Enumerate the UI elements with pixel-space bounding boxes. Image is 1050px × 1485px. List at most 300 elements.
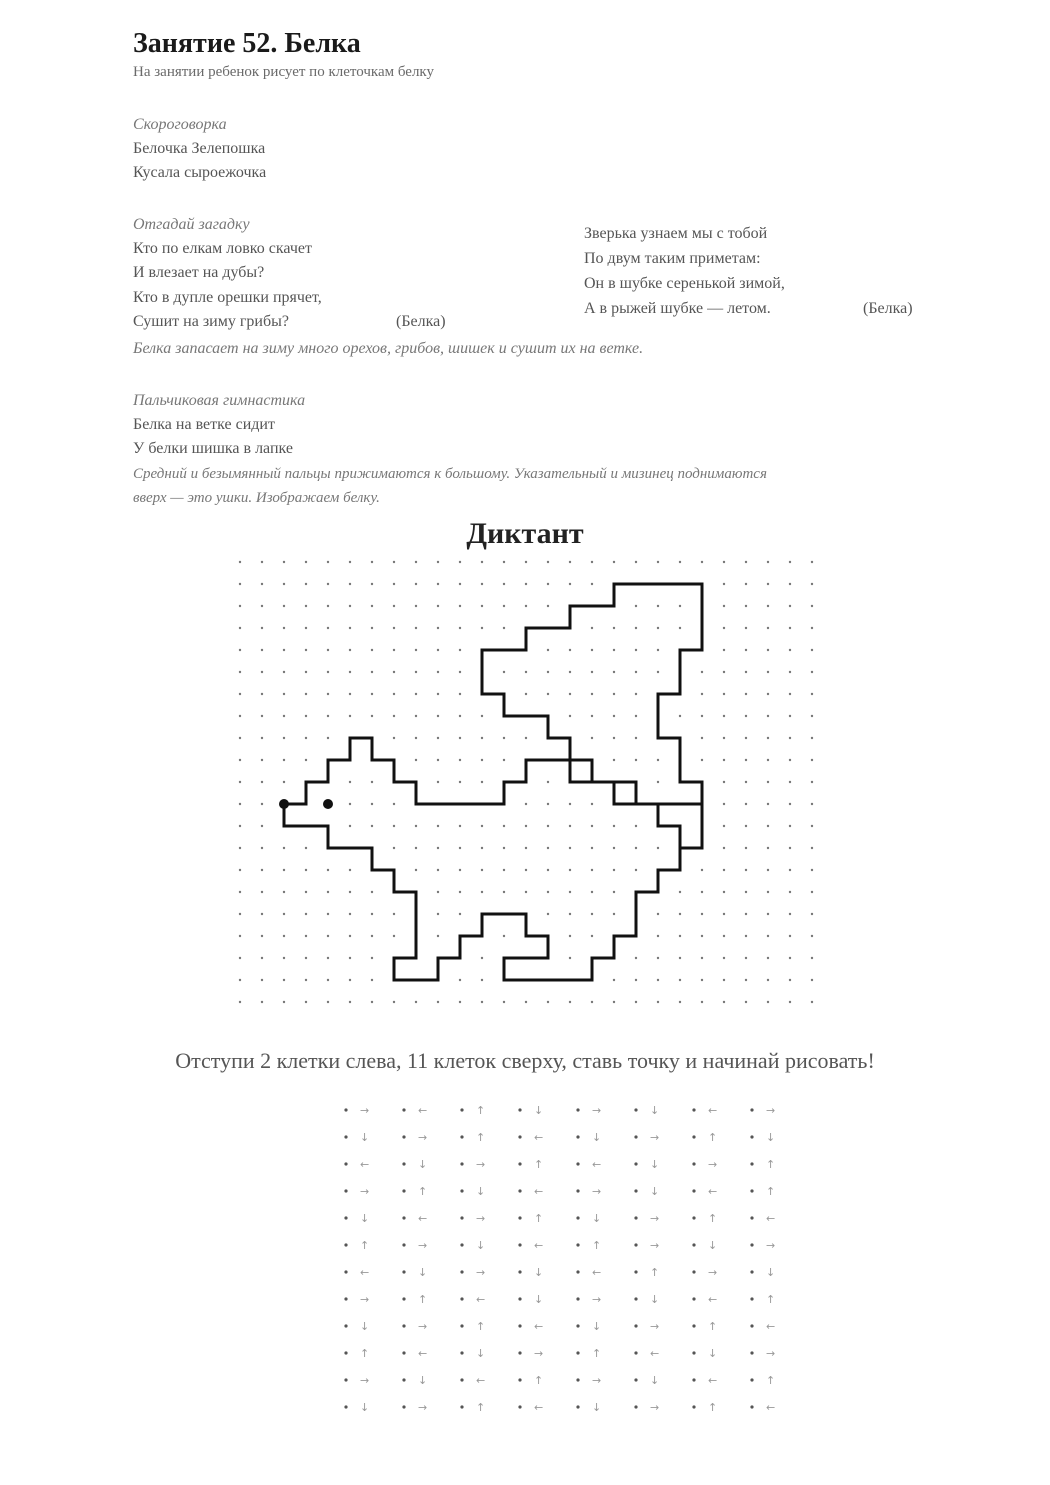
grid-dot [767, 583, 769, 585]
key-arrow: ← [534, 1401, 544, 1414]
key-arrow: ↓ [534, 1266, 544, 1279]
grid-dot [789, 583, 791, 585]
key-arrow: → [360, 1293, 370, 1306]
key-dot [518, 1108, 521, 1111]
grid-dot [327, 935, 329, 937]
grid-dot [481, 869, 483, 871]
grid-dot [239, 737, 241, 739]
grid-dot [767, 627, 769, 629]
grid-dot [613, 759, 615, 761]
grid-dot [327, 649, 329, 651]
key-arrow: ← [360, 1158, 370, 1171]
grid-dot [789, 693, 791, 695]
grid-dot [305, 957, 307, 959]
grid-dot [393, 649, 395, 651]
key-dot [402, 1270, 405, 1273]
grid-dot [393, 1001, 395, 1003]
exercise-line: Белка на ветке сидит [133, 416, 275, 433]
grid-dot [789, 935, 791, 937]
key-dot [402, 1243, 405, 1246]
key-dot [576, 1135, 579, 1138]
grid-dot [767, 825, 769, 827]
grid-dot [635, 605, 637, 607]
grid-dot [261, 847, 263, 849]
grid-dot [415, 671, 417, 673]
grid-dot [349, 781, 351, 783]
key-dot [576, 1351, 579, 1354]
grid-dot [393, 825, 395, 827]
grid-dot [459, 1001, 461, 1003]
grid-dot [723, 825, 725, 827]
key-arrow: → [476, 1266, 486, 1279]
grid-dot [679, 913, 681, 915]
grid-dot [415, 847, 417, 849]
key-arrow: ← [708, 1374, 718, 1387]
grid-dot [591, 627, 593, 629]
grid-dot [415, 561, 417, 563]
grid-dot [349, 1001, 351, 1003]
grid-dot [327, 979, 329, 981]
grid-dot [415, 869, 417, 871]
grid-dot [591, 693, 593, 695]
key-dot [344, 1270, 347, 1273]
grid-dot [371, 913, 373, 915]
grid-dot [745, 825, 747, 827]
grid-dot [701, 737, 703, 739]
key-dot [460, 1162, 463, 1165]
grid-dot [349, 671, 351, 673]
key-arrow: ↓ [592, 1131, 602, 1144]
lesson-subtitle: На занятии ребенок рисует по клеточкам белку [133, 64, 435, 80]
grid-dot [481, 847, 483, 849]
grid-dot [503, 935, 505, 937]
grid-dot [635, 759, 637, 761]
grid-dot [723, 693, 725, 695]
key-dot [460, 1324, 463, 1327]
key-dot [402, 1351, 405, 1354]
grid-dot [327, 561, 329, 563]
grid-dot [547, 649, 549, 651]
grid-dot [613, 847, 615, 849]
grid-dot [261, 891, 263, 893]
grid-dot [657, 649, 659, 651]
key-dot [576, 1324, 579, 1327]
grid-dot [459, 847, 461, 849]
key-dot [402, 1108, 405, 1111]
grid-dot [437, 869, 439, 871]
grid-dot [811, 561, 813, 563]
grid-dot [613, 561, 615, 563]
key-arrow: → [360, 1185, 370, 1198]
grid-dot [305, 759, 307, 761]
key-arrow: ↓ [766, 1266, 776, 1279]
grid-dot [239, 583, 241, 585]
grid-dot [547, 583, 549, 585]
key-arrow: ↓ [476, 1347, 486, 1360]
grid-dot [239, 803, 241, 805]
grid-dot [569, 913, 571, 915]
key-dot [460, 1108, 463, 1111]
key-arrow: ← [592, 1266, 602, 1279]
grid-dot [305, 671, 307, 673]
key-dot [402, 1324, 405, 1327]
grid-dot [305, 869, 307, 871]
grid-dot [349, 715, 351, 717]
key-dot [750, 1135, 753, 1138]
exercise-note: Средний и безымянный пальцы прижимаются к большому. Указательный и мизинец поднимаются [133, 466, 767, 482]
key-arrow: ↓ [592, 1212, 602, 1225]
key-dot [634, 1405, 637, 1408]
grid-dot [437, 649, 439, 651]
key-dot [634, 1297, 637, 1300]
grid-dot [327, 891, 329, 893]
grid-dot [745, 715, 747, 717]
key-dot [750, 1324, 753, 1327]
grid-dot [613, 649, 615, 651]
key-arrow: ← [708, 1293, 718, 1306]
grid-dot [657, 1001, 659, 1003]
key-arrow: → [766, 1104, 776, 1117]
grid-dot [811, 891, 813, 893]
grid-dot [767, 605, 769, 607]
grid-dot [745, 979, 747, 981]
key-arrow: → [360, 1374, 370, 1387]
grid-dot [349, 913, 351, 915]
key-arrow: → [592, 1293, 602, 1306]
key-dot [518, 1189, 521, 1192]
grid-dot [701, 935, 703, 937]
exercise-note: вверх — это ушки. Изображаем белку. [133, 490, 380, 506]
grid-dot [393, 935, 395, 937]
grid-dot [349, 957, 351, 959]
grid-dot [789, 627, 791, 629]
grid-dot [745, 737, 747, 739]
grid-dot [239, 1001, 241, 1003]
grid-dot [437, 715, 439, 717]
grid-dot [767, 957, 769, 959]
key-dot [576, 1297, 579, 1300]
riddle-line: И влезает на дубы? [133, 264, 265, 281]
key-dot [460, 1297, 463, 1300]
grid-dot [415, 1001, 417, 1003]
grid-dot [789, 649, 791, 651]
grid-dot [261, 671, 263, 673]
grid-dot [745, 693, 747, 695]
grid-dot [305, 891, 307, 893]
grid-dot [811, 913, 813, 915]
grid-dot [503, 825, 505, 827]
grid-dot [437, 561, 439, 563]
grid-dot [261, 605, 263, 607]
grid-dot [657, 781, 659, 783]
grid-dot [767, 847, 769, 849]
grid-dot [569, 561, 571, 563]
grid-dot [745, 913, 747, 915]
key-arrow: ← [534, 1131, 544, 1144]
grid-dot [437, 891, 439, 893]
grid-dot [371, 935, 373, 937]
key-arrow: ← [360, 1266, 370, 1279]
grid-dot [767, 561, 769, 563]
grid-dot [525, 671, 527, 673]
grid-dot [437, 671, 439, 673]
grid-dot [327, 715, 329, 717]
grid-dot [745, 583, 747, 585]
grid-dot [305, 1001, 307, 1003]
grid-dot [481, 715, 483, 717]
grid-dot [261, 627, 263, 629]
grid-dot [701, 715, 703, 717]
grid-dot [635, 693, 637, 695]
key-arrow: ↑ [534, 1158, 544, 1171]
key-arrow: ↑ [766, 1185, 776, 1198]
key-dot [402, 1162, 405, 1165]
key-arrow: ↓ [592, 1401, 602, 1414]
key-dot [750, 1162, 753, 1165]
grid-dot [613, 979, 615, 981]
grid-dot [591, 649, 593, 651]
grid-dot [239, 825, 241, 827]
key-arrow: ↓ [418, 1374, 428, 1387]
grid-dot [437, 583, 439, 585]
grid-dot [789, 803, 791, 805]
grid-dot [283, 693, 285, 695]
key-arrow: ↓ [708, 1347, 718, 1360]
grid-dot [261, 825, 263, 827]
key-arrow: → [650, 1212, 660, 1225]
key-dot [750, 1297, 753, 1300]
key-arrow: → [418, 1401, 428, 1414]
key-dot [460, 1216, 463, 1219]
grid-dot [635, 627, 637, 629]
grid-dot [415, 737, 417, 739]
grid-dot [723, 715, 725, 717]
grid-dot [393, 913, 395, 915]
grid-dot [657, 605, 659, 607]
key-dot [344, 1135, 347, 1138]
grid-dot [811, 583, 813, 585]
grid-dot [239, 693, 241, 695]
grid-dot [701, 891, 703, 893]
grid-dot [811, 869, 813, 871]
grid-dot [481, 891, 483, 893]
key-dot [518, 1135, 521, 1138]
grid-dot [635, 715, 637, 717]
key-dot [402, 1405, 405, 1408]
key-arrow: ↓ [418, 1266, 428, 1279]
key-arrow: ← [476, 1293, 486, 1306]
grid-dot [525, 583, 527, 585]
grid-dot [767, 979, 769, 981]
key-dot [692, 1405, 695, 1408]
key-arrow: ← [534, 1320, 544, 1333]
key-dot [344, 1378, 347, 1381]
grid-dot [723, 913, 725, 915]
grid-dot [283, 957, 285, 959]
grid-dot [657, 957, 659, 959]
grid-dot [767, 935, 769, 937]
grid-dot [767, 913, 769, 915]
grid-dot [679, 979, 681, 981]
grid-dot [723, 979, 725, 981]
riddle-answer: (Белка) [396, 313, 446, 330]
grid-dot [657, 671, 659, 673]
key-arrow: ↓ [360, 1401, 370, 1414]
grid-dot [481, 759, 483, 761]
grid-dot [371, 649, 373, 651]
grid-dot [283, 935, 285, 937]
grid-dot [393, 693, 395, 695]
grid-dot [327, 913, 329, 915]
tongue-twister-line: Кусала сыроежочка [133, 164, 267, 181]
key-arrow: ↑ [708, 1401, 718, 1414]
grid-dot [393, 715, 395, 717]
grid-dot [569, 671, 571, 673]
grid-dot [239, 561, 241, 563]
grid-dot [349, 803, 351, 805]
grid-dot [679, 605, 681, 607]
grid-dot [745, 891, 747, 893]
grid-dot [635, 979, 637, 981]
grid-dot [283, 847, 285, 849]
key-dot [518, 1243, 521, 1246]
grid-dot [481, 737, 483, 739]
key-arrow: ↑ [534, 1212, 544, 1225]
grid-dot [481, 627, 483, 629]
grid-dot [437, 935, 439, 937]
grid-dot [393, 671, 395, 673]
grid-dot [327, 737, 329, 739]
key-arrow: → [476, 1212, 486, 1225]
grid-dot [261, 693, 263, 695]
grid-dot [261, 561, 263, 563]
grid-dot [745, 649, 747, 651]
grid-dot [613, 715, 615, 717]
grid-dot [569, 847, 571, 849]
grid-dot [371, 671, 373, 673]
grid-dot [547, 1001, 549, 1003]
grid-dot [327, 605, 329, 607]
grid-dot [261, 913, 263, 915]
grid-dot [305, 649, 307, 651]
grid-dot [283, 583, 285, 585]
grid-dot [811, 803, 813, 805]
key-arrow: ↑ [708, 1320, 718, 1333]
grid-dot [415, 759, 417, 761]
grid-dot [437, 1001, 439, 1003]
dictation-instruction: Отступи 2 клетки слева, 11 клеток сверху, ставь точку и начинай рисовать! [175, 1048, 875, 1073]
grid-dot [261, 869, 263, 871]
grid-dot [393, 737, 395, 739]
key-arrow: ← [708, 1185, 718, 1198]
grid-dot [657, 759, 659, 761]
key-arrow: ← [476, 1374, 486, 1387]
riddle-answer: (Белка) [863, 300, 913, 317]
grid-dot [767, 781, 769, 783]
grid-dot [723, 627, 725, 629]
key-dot [692, 1297, 695, 1300]
grid-dot [789, 561, 791, 563]
grid-dot [437, 737, 439, 739]
grid-dot [393, 605, 395, 607]
key-dot [576, 1378, 579, 1381]
grid-dot [569, 957, 571, 959]
key-dot [750, 1243, 753, 1246]
key-dot [576, 1243, 579, 1246]
grid-dot [591, 825, 593, 827]
key-arrow: ↓ [360, 1131, 370, 1144]
grid-dot [305, 605, 307, 607]
grid-dot [481, 583, 483, 585]
key-arrow: ↑ [360, 1347, 370, 1360]
grid-dot [789, 913, 791, 915]
grid-dot [745, 627, 747, 629]
grid-dot [811, 671, 813, 673]
grid-dot [283, 649, 285, 651]
grid-dot [745, 957, 747, 959]
grid-dot [261, 737, 263, 739]
grid-dot [613, 825, 615, 827]
grid-dot [635, 671, 637, 673]
grid-dot [657, 935, 659, 937]
key-dot [518, 1351, 521, 1354]
grid-dot [657, 847, 659, 849]
grid-dot [679, 627, 681, 629]
key-arrow: ↓ [650, 1158, 660, 1171]
key-dot [576, 1189, 579, 1192]
grid-dot [459, 913, 461, 915]
grid-dot [591, 561, 593, 563]
grid-dot [371, 605, 373, 607]
grid-dot [283, 671, 285, 673]
grid-dot [591, 583, 593, 585]
key-dot [402, 1189, 405, 1192]
grid-dot [723, 803, 725, 805]
grid-dot [481, 605, 483, 607]
grid-dot [657, 561, 659, 563]
grid-dot [283, 715, 285, 717]
key-arrow: → [534, 1347, 544, 1360]
grid-dot [767, 693, 769, 695]
grid-dot [811, 979, 813, 981]
key-arrow: ← [766, 1401, 776, 1414]
grid-dot [789, 671, 791, 673]
grid-dot [261, 583, 263, 585]
grid-dot [239, 649, 241, 651]
grid-dot [261, 715, 263, 717]
grid-dot [525, 803, 527, 805]
grid-dot [305, 847, 307, 849]
grid-dot [481, 979, 483, 981]
grid-dot [767, 649, 769, 651]
grid-dot [261, 803, 263, 805]
key-arrow: → [650, 1320, 660, 1333]
grid-dot [305, 737, 307, 739]
grid-dot [437, 693, 439, 695]
grid-dot [635, 649, 637, 651]
grid-dot [283, 605, 285, 607]
grid-dot [349, 605, 351, 607]
key-arrow: ← [534, 1185, 544, 1198]
grid-dot [745, 803, 747, 805]
key-arrow: ↑ [360, 1239, 370, 1252]
grid-dot [371, 825, 373, 827]
grid-dot [327, 869, 329, 871]
grid-dot [261, 1001, 263, 1003]
grid-dot [789, 825, 791, 827]
grid-dot [569, 649, 571, 651]
key-arrow: ↑ [766, 1158, 776, 1171]
